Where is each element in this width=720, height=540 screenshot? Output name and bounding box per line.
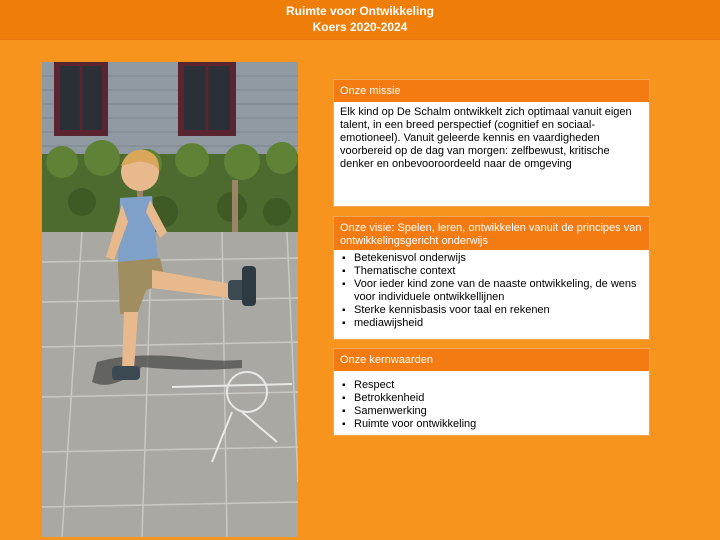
slide-title: Ruimte voor Ontwikkeling	[285, 4, 435, 18]
vision-heading: Onze visie: Spelen, leren, ontwikkelen vanuit de principes van ontwikkelingsgericht onderwijs	[334, 217, 649, 250]
mission-heading: Onze missie	[334, 80, 649, 102]
mission-panel	[333, 79, 650, 207]
core-values-heading: Onze kernwaarden	[334, 349, 649, 371]
list-item: ▪ Samenwerking	[340, 405, 643, 418]
core-values-body	[334, 371, 649, 435]
child-kicking-photo	[42, 62, 298, 537]
mission-text: Elk kind op De Schalm ontwikkelt zich optimaal vanuit eigen talent, in een breed perspectief (cognitief en sociaal-emotioneel). Vanuit geleerde kennis en vaardigheden voorbereid op de dag van morgen: zelfbewust, kritische denker en onbevooroordeeld naar de omgeving	[340, 106, 632, 170]
photo-illustration	[42, 62, 298, 537]
vision-panel	[333, 216, 650, 340]
list-item: ▪ Voor ieder kind zone van de naaste ontwikkeling, de wens voor individuele ontwikkellijnen	[340, 278, 643, 304]
list-item: ▪ Betekenisvol onderwijs	[340, 252, 643, 265]
slide-header	[0, 0, 720, 40]
slide-subtitle: Koers 2020-2024	[312, 20, 408, 34]
list-item: ▪ mediawijsheid	[340, 317, 643, 330]
vision-list	[340, 252, 643, 330]
list-item: ▪ Sterke kennisbasis voor taal en rekenen	[340, 304, 643, 317]
list-item: ▪ Thematische context	[340, 265, 643, 278]
list-item: ▪ Ruimte voor ontwikkeling	[340, 418, 643, 431]
core-values-list	[340, 379, 643, 431]
list-item: ▪ Respect	[340, 379, 643, 392]
vision-body	[334, 250, 649, 334]
list-item: ▪ Betrokkenheid	[340, 392, 643, 405]
core-values-panel	[333, 348, 650, 436]
